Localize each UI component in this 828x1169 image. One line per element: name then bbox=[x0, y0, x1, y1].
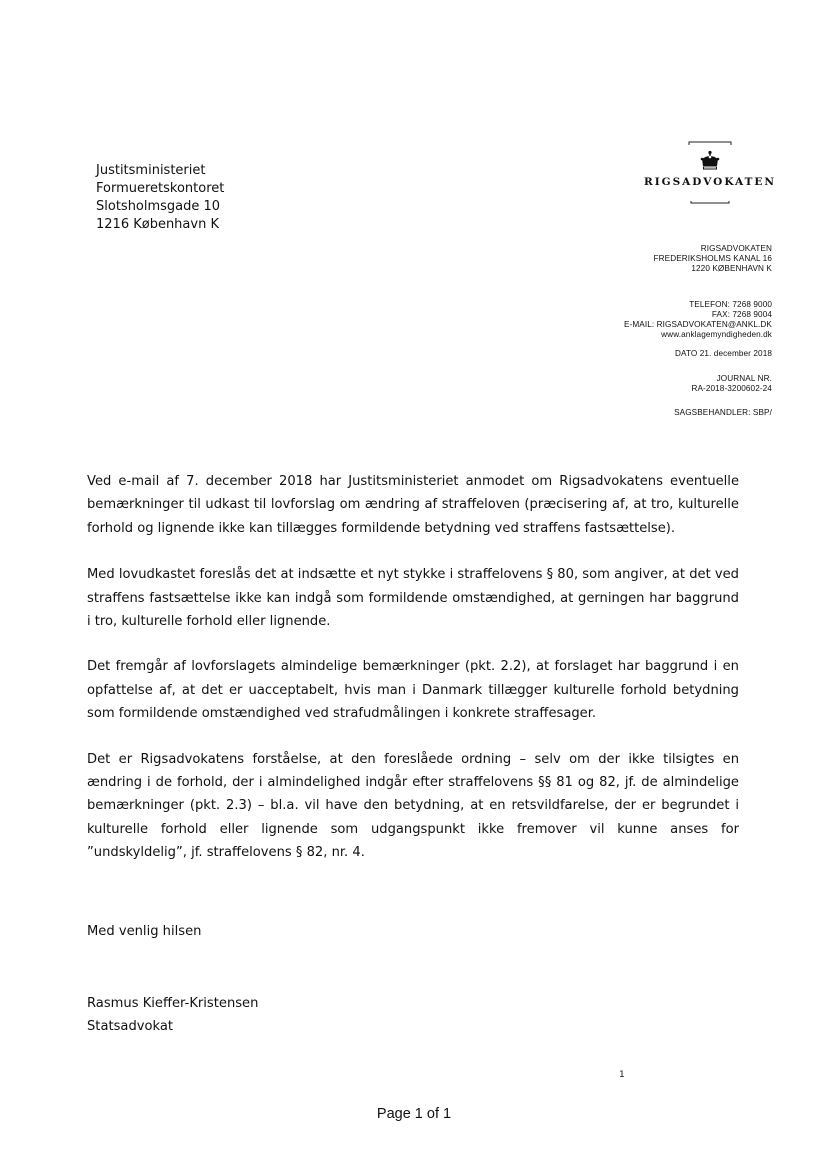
journal-label: JOURNAL NR. bbox=[716, 373, 772, 383]
recipient-line: Formueretskontoret bbox=[96, 181, 225, 196]
closing-salutation: Med venlig hilsen bbox=[87, 924, 202, 939]
signer-name: Rasmus Kieffer-Kristensen bbox=[87, 996, 259, 1011]
sender-city: 1220 KØBENHAVN K bbox=[691, 264, 772, 274]
sender-phone: TELEFON: 7268 9000 bbox=[689, 299, 772, 309]
logo-wordmark: RIGSADVOKATEN bbox=[643, 176, 777, 188]
page-number: 1 bbox=[619, 1070, 625, 1080]
journal-number: RA-2018-3200602-24 bbox=[691, 383, 772, 393]
recipient-line: 1216 København K bbox=[96, 217, 219, 232]
sender-info bbox=[624, 244, 772, 418]
recipient-address bbox=[96, 162, 224, 234]
logo bbox=[640, 140, 780, 205]
signature-block bbox=[87, 992, 258, 1038]
body-paragraph: Ved e-mail af 7. december 2018 har Justitsministeriet anmodet om Rigsadvokatens eventuelle bemærkninger til udkast til lovforslag om ændring af straffeloven (præcisering af, at tro, kulturelle forhold og lignende ikke kan tillægges formildende betydning ved straffens fastsættelse). bbox=[87, 474, 739, 536]
sender-email: E-MAIL: RIGSADVOKATEN@ANKL.DK bbox=[623, 320, 772, 330]
signer-title: Statsadvokat bbox=[87, 1019, 174, 1034]
bottom-rule-ornament bbox=[690, 200, 730, 205]
sender-web: www.anklagemyndigheden.dk bbox=[661, 330, 772, 340]
sender-fax: FAX: 7268 9004 bbox=[711, 309, 772, 319]
letter-date: DATO 21. december 2018 bbox=[674, 349, 772, 359]
letter-body bbox=[87, 470, 739, 886]
body-paragraph: Det er Rigsadvokatens forståelse, at den foreslåede ordning – selv om der ikke tilsigtes en ændring i de forhold, der i almindelighed indgår efter straffelovens §§ 81 og 82, jf. de almindelige bemærkninger (pkt. 2.3) – bl.a. vil have den betydning, at en retsvildfarelse, der er begrundet i kulturelle forhold eller lignende som udgangspunkt ikke fremover vil kunne anses for ”undskyldelig”, jf. straffelovens § 82, nr. 4. bbox=[87, 751, 739, 861]
sender-name: RIGSADVOKATEN bbox=[700, 244, 772, 253]
recipient-line: Slotsholmsgade 10 bbox=[96, 199, 221, 214]
sender-street: FREDERIKSHOLMS KANAL 16 bbox=[653, 254, 772, 264]
page-footer: Page 1 of 1 bbox=[376, 1106, 452, 1122]
crown-icon bbox=[699, 150, 721, 172]
recipient-line: Justitsministeriet bbox=[96, 163, 206, 178]
case-officer: SAGSBEHANDLER: SBP/ bbox=[674, 408, 772, 418]
body-paragraph: Med lovudkastet foreslås det at indsætte et nyt stykke i straffelovens § 80, som angiver, at det ved straffens fastsættelse ikke kan indgå som formildende omstændighed, at gerningen har baggrund i tro, kulturelle forhold eller lignende. bbox=[87, 567, 739, 630]
body-paragraph: Det fremgår af lovforslagets almindelige bemærkninger (pkt. 2.2), at forslaget har baggrund i en opfattelse af, at det er uacceptabelt, hvis man i Danmark tillægger kulturelle forhold betydning som formildende omstændighed ved strafudmålingen i konkrete straffesager. bbox=[87, 659, 739, 722]
top-rule-ornament bbox=[688, 140, 732, 146]
